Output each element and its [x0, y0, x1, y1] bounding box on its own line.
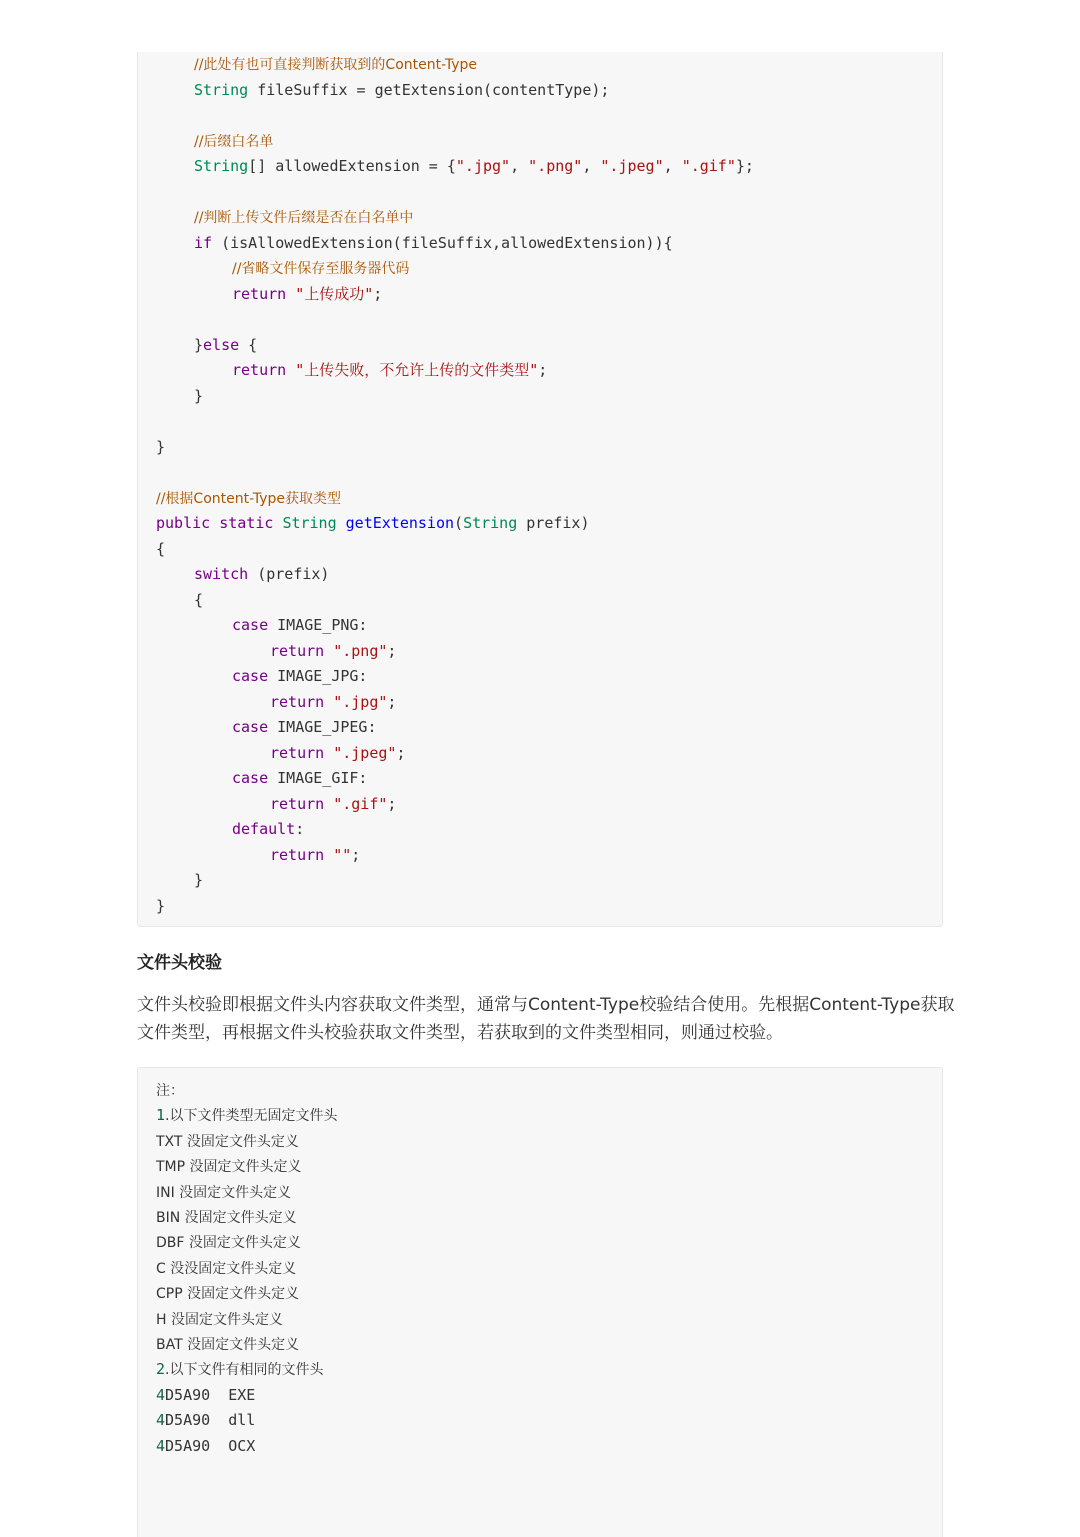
- code-line: [270, 743, 405, 763]
- code-token: 2: [156, 1360, 166, 1379]
- code-token: (: [454, 514, 464, 532]
- code-token: //根据Content-Type获取类型: [156, 490, 342, 507]
- code-token: IMAGE_GIF:: [268, 769, 368, 787]
- code-token: IMAGE_JPG:: [268, 667, 368, 685]
- code-token: (isAllowedExtension(fileSuffix,allowedExtension)){: [212, 233, 673, 252]
- code-token: String: [194, 157, 249, 175]
- code-token: TMP 没固定文件头定义: [156, 1159, 302, 1176]
- code-token: [286, 361, 295, 379]
- code-token: 4: [156, 1411, 166, 1430]
- code-token: case: [232, 667, 269, 685]
- code-line: [156, 513, 590, 533]
- code-token: return: [270, 794, 325, 813]
- code-token: return: [270, 641, 325, 660]
- code-line: [156, 1080, 184, 1101]
- code-line: [156, 1309, 283, 1330]
- code-token: D5A90 dll: [165, 1411, 256, 1430]
- code-line: [194, 131, 273, 152]
- code-block-upload-handler: [137, 52, 943, 927]
- code-token: ;: [387, 794, 397, 813]
- code-token: [324, 744, 333, 762]
- code-token: if: [194, 233, 213, 252]
- code-token: [337, 514, 346, 532]
- code-line: [270, 692, 396, 712]
- code-token: else: [203, 335, 240, 354]
- code-token: INI 没固定文件头定义: [156, 1184, 292, 1201]
- code-token: ".jpg": [333, 692, 388, 711]
- code-token: [324, 846, 333, 864]
- code-token: //此处有也可直接判断获取到的Content-Type: [194, 57, 478, 73]
- code-line: [270, 641, 396, 661]
- code-line: [194, 335, 257, 355]
- section-paragraph: 文件头校验即根据文件头内容获取文件类型，通常与Content-Type校验结合使用。先根据Content-Type获取文件类型，再根据文件头校验获取文件类型，若获取到的文件类型相同，则通过校验。: [137, 995, 955, 1043]
- code-token: ;: [396, 743, 406, 762]
- code-token: ".gif": [333, 794, 388, 813]
- code-line: [232, 768, 367, 788]
- code-token: }: [156, 896, 166, 915]
- code-line: [232, 258, 409, 279]
- code-token: getExtension: [345, 514, 455, 532]
- code-line: [156, 1385, 255, 1405]
- code-line: [232, 284, 382, 304]
- code-token: "": [333, 845, 352, 864]
- code-token: }: [194, 871, 204, 889]
- code-token: prefix): [517, 514, 590, 532]
- code-line: [156, 1156, 302, 1177]
- code-line: [194, 207, 413, 228]
- code-line: [194, 54, 477, 75]
- code-token: ;: [387, 692, 397, 711]
- code-token: ;: [387, 641, 397, 660]
- code-token: [324, 642, 333, 660]
- code-line: [156, 539, 165, 559]
- code-line: [232, 717, 377, 737]
- code-token: {: [194, 590, 204, 609]
- code-line: [194, 80, 609, 100]
- code-token: switch: [194, 565, 249, 583]
- code-token: ".png": [528, 157, 583, 175]
- code-line: [156, 1436, 255, 1456]
- code-token: String: [463, 514, 518, 532]
- code-token: case: [232, 769, 269, 787]
- code-line: [156, 1207, 297, 1228]
- code-line: [156, 1182, 291, 1203]
- code-token: ".gif": [681, 157, 736, 175]
- code-line: [156, 437, 165, 457]
- code-line: [194, 564, 329, 584]
- code-token: return: [270, 845, 325, 864]
- code-token: H 没固定文件头定义: [156, 1311, 283, 1328]
- code-token: [324, 795, 333, 813]
- code-token: return: [232, 284, 287, 303]
- code-token: ".jpeg": [333, 743, 397, 762]
- code-line: [156, 1359, 323, 1380]
- code-token: }: [156, 437, 166, 456]
- code-token: return: [270, 692, 325, 711]
- code-token: //省略文件保存至服务器代码: [232, 261, 410, 277]
- code-line: [156, 1283, 299, 1304]
- code-token: default: [232, 820, 296, 838]
- code-token: BAT 没固定文件头定义: [156, 1337, 300, 1353]
- code-token: C 没没固定文件头定义: [156, 1260, 297, 1277]
- code-token: :: [295, 820, 305, 838]
- code-token: IMAGE_JPEG:: [268, 718, 377, 736]
- code-token: ".jpg": [455, 157, 511, 175]
- code-token: return: [232, 361, 287, 379]
- code-token: ;: [538, 361, 548, 379]
- code-token: ".jpeg": [600, 157, 664, 175]
- code-line: [156, 1410, 255, 1430]
- code-token: CPP 没固定文件头定义: [156, 1286, 300, 1303]
- code-line: [156, 896, 165, 916]
- code-token: DBF 没固定文件头定义: [156, 1235, 301, 1252]
- code-token: }: [194, 386, 204, 405]
- code-token: 4: [156, 1385, 166, 1404]
- code-line: [194, 590, 203, 610]
- code-token: BIN 没固定文件头定义: [156, 1210, 297, 1226]
- code-token: //判断上传文件后缀是否在白名单中: [194, 210, 414, 226]
- code-token: //后缀白名单: [194, 133, 274, 150]
- code-token: ,: [663, 157, 682, 175]
- code-token: .以下文件有相同的文件头: [165, 1362, 324, 1379]
- code-block-file-header-notes: [137, 1067, 943, 1537]
- code-token: D5A90 OCX: [165, 1436, 256, 1455]
- code-token: {: [156, 539, 166, 558]
- code-token: ,: [582, 157, 601, 175]
- code-token: [286, 285, 295, 303]
- code-line: [232, 360, 547, 380]
- code-token: 1: [156, 1106, 166, 1125]
- code-token: fileSuffix = getExtension(contentType);: [248, 80, 610, 99]
- code-token: ;: [351, 845, 361, 864]
- code-line: [156, 1232, 301, 1253]
- code-token: 4: [156, 1436, 166, 1455]
- code-token: .以下文件类型无固定文件头: [165, 1108, 338, 1125]
- code-line: [156, 488, 341, 509]
- code-line: [194, 386, 203, 406]
- code-token: "上传成功": [295, 284, 374, 303]
- code-line: [194, 233, 673, 253]
- code-line: [232, 819, 304, 839]
- section-heading: 文件头校验: [137, 953, 222, 973]
- code-line: [156, 1258, 296, 1279]
- code-token: ,: [510, 157, 529, 175]
- code-token: {: [239, 335, 258, 354]
- code-line: [194, 870, 203, 890]
- code-token: return: [270, 743, 325, 762]
- code-token: case: [232, 616, 269, 634]
- code-token: TXT 没固定文件头定义: [156, 1133, 299, 1150]
- code-token: "上传失败，不允许上传的文件类型": [295, 361, 539, 379]
- code-token: };: [735, 157, 754, 175]
- code-line: [194, 156, 754, 176]
- code-line: [156, 1334, 299, 1355]
- code-token: [] allowedExtension = {: [248, 157, 456, 175]
- code-token: ".png": [333, 641, 388, 660]
- code-token: D5A90 EXE: [165, 1385, 256, 1404]
- code-line: [232, 666, 367, 686]
- code-line: [156, 1131, 299, 1152]
- code-token: String: [194, 80, 249, 99]
- code-token: 注：: [156, 1083, 184, 1099]
- code-token: String: [282, 514, 337, 532]
- code-line: [270, 845, 360, 865]
- code-token: [324, 693, 333, 711]
- code-line: [232, 615, 367, 635]
- code-token: IMAGE_PNG:: [268, 616, 368, 634]
- code-line: [270, 794, 396, 814]
- code-line: [156, 1105, 337, 1126]
- code-token: case: [232, 718, 269, 736]
- code-token: (prefix): [248, 565, 330, 583]
- code-token: }: [194, 335, 204, 354]
- code-token: ;: [373, 284, 383, 303]
- code-token: public static: [156, 514, 274, 532]
